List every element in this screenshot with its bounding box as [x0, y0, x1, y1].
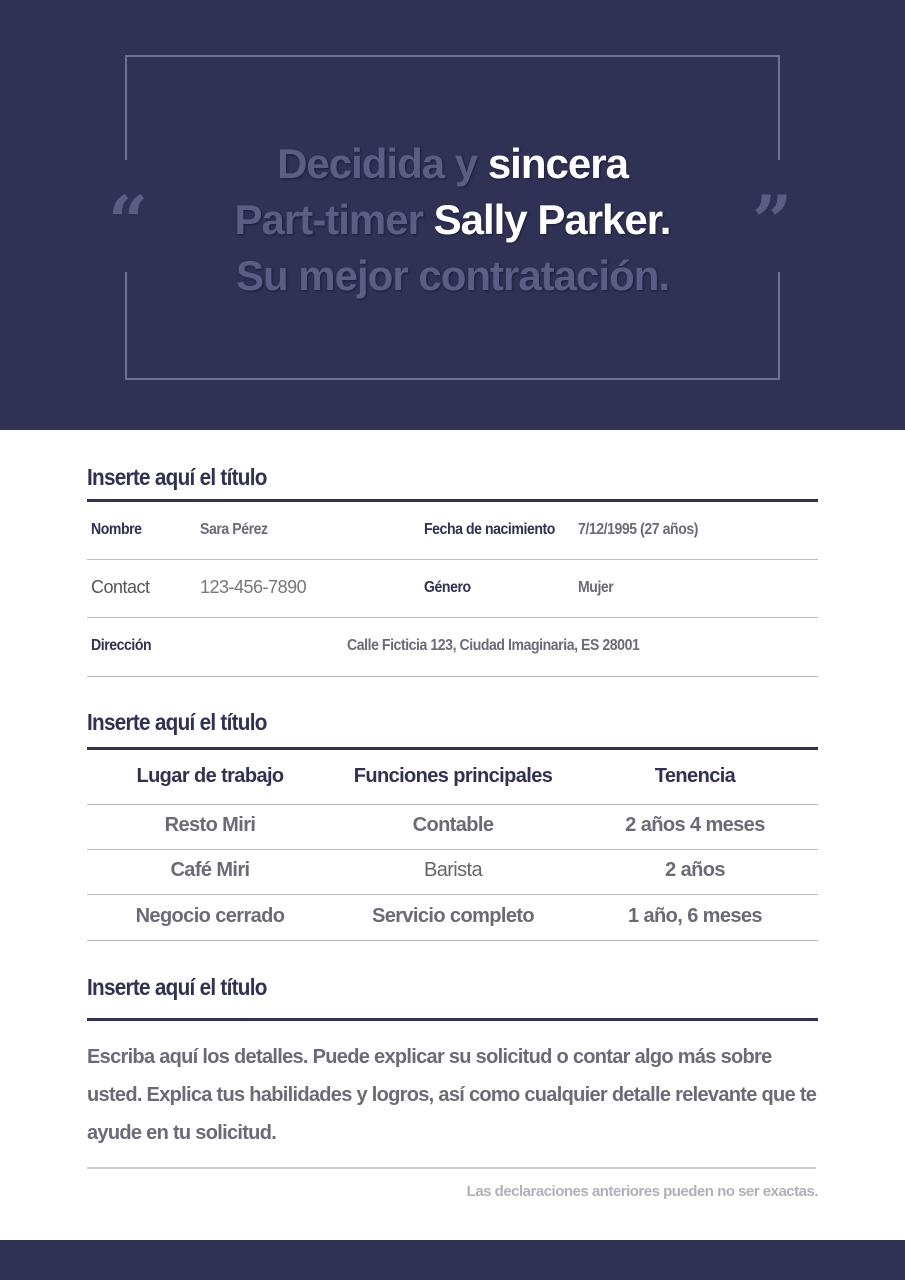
- label-contact: Contact: [91, 577, 150, 597]
- value-nombre: Sara Pérez: [200, 521, 268, 538]
- divider: [87, 559, 818, 560]
- col-header-tenencia: Tenencia: [654, 765, 736, 787]
- cell: Resto Miri: [164, 814, 256, 836]
- footer-bar: [0, 1240, 905, 1280]
- divider: [87, 894, 818, 895]
- cell: Café Miri: [170, 859, 250, 881]
- frame-top: [125, 55, 780, 57]
- close-quote-icon: ”: [752, 180, 793, 263]
- cell: 2 años: [665, 859, 725, 881]
- value-direccion: Calle Ficticia 123, Ciudad Imaginaria, ES 28001: [347, 637, 640, 654]
- section-2-title: Inserte aquí el título: [87, 709, 267, 735]
- divider: [87, 804, 818, 805]
- section-3-title: Inserte aquí el título: [87, 974, 267, 1000]
- details-paragraph: Escriba aquí los detalles. Puede explicar su solicitud o contar algo más sobre usted. Explica tus habilidades y logros, así como cualquier detalle relevante que te ayude en tu solicitud.: [87, 1046, 817, 1144]
- open-quote-icon: “: [108, 180, 149, 263]
- col-header-lugar: Lugar de trabajo: [136, 765, 284, 787]
- cell: 1 año, 6 meses: [628, 905, 762, 927]
- col-header-funciones: Funciones principales: [353, 765, 553, 787]
- footer-note: Las declaraciones anteriores pueden no ser exactas.: [466, 1183, 818, 1200]
- cell: Servicio completo: [371, 905, 535, 927]
- hero-line-2: Part-timer Sally Parker.: [234, 196, 671, 243]
- divider: [87, 499, 818, 502]
- label-genero: Género: [424, 579, 471, 596]
- cell: Contable: [412, 814, 494, 836]
- label-fecha: Fecha de nacimiento: [424, 521, 555, 538]
- value-contact: 123-456-7890: [200, 577, 307, 597]
- value-fecha: 7/12/1995 (27 años): [578, 521, 699, 538]
- divider: [87, 940, 818, 941]
- cell: 2 años 4 meses: [625, 814, 765, 836]
- cell: Barista: [423, 859, 483, 881]
- divider: [87, 617, 818, 618]
- value-genero: Mujer: [578, 579, 614, 596]
- label-direccion: Dirección: [91, 637, 152, 654]
- divider: [87, 747, 818, 750]
- divider: [87, 676, 818, 677]
- hero-line-3: Su mejor contratación.: [235, 252, 670, 299]
- hero-line-1: Decidida y sincera: [277, 140, 628, 187]
- divider: [87, 1167, 816, 1169]
- frame-bottom: [125, 378, 780, 380]
- label-nombre: Nombre: [91, 521, 142, 538]
- hero-banner: [0, 0, 905, 430]
- section-1-title: Inserte aquí el título: [87, 464, 267, 490]
- divider: [87, 849, 818, 850]
- cell: Negocio cerrado: [135, 905, 285, 927]
- divider: [87, 1018, 818, 1021]
